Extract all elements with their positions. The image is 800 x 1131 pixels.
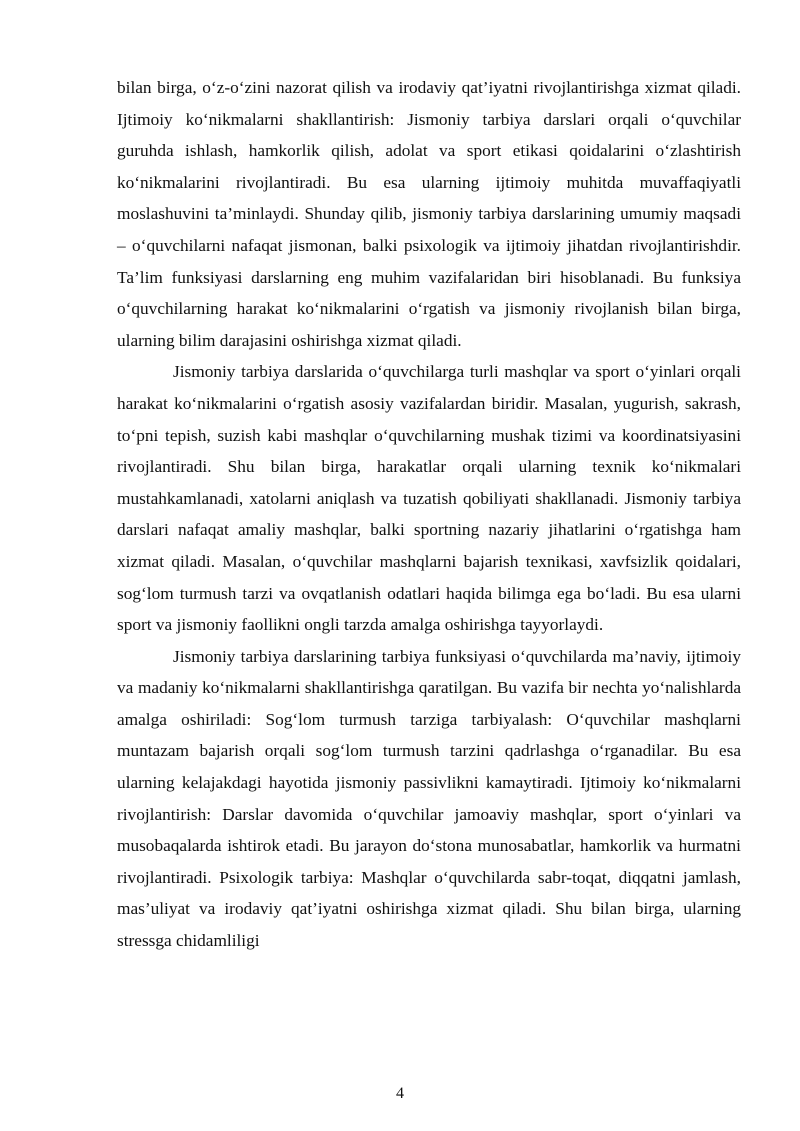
- paragraph-upbringing-function: Jismoniy tarbiya darslarining tarbiya funksiyasi o‘quvchilarda ma’naviy, ijtimoiy va madaniy ko‘nikmalarni shakllantirishga qaratilgan. Bu vazifa bir nechta yo‘nalishlarda amalga oshiriladi: Sog‘lom turmush tarziga tarbiyalash: O‘quvchilar mashqlarni muntazam bajarish orqali sog‘lom turmush tarzini qadrlashga o‘rganadilar. Bu esa ularning kelajakdagi hayotida jismoniy passivlikni kamaytiradi. Ijtimoiy ko‘nikmalarni rivojlantirish: Darslar davomida o‘quvchilar jamoaviy mashqlar, sport o‘yinlari va musobaqalarda ishtirok etadi. Bu jarayon do‘stona munosabatlar, hamkorlik va hurmatni rivojlantiradi. Psixologik tarbiya: Mashqlar o‘quvchilarda sabr-toqat, diqqatni jamlash, mas’uliyat va irodaviy qat’iyatni oshirishga xizmat qiladi. Shu bilan birga, ularning stressga chidamliligi: [117, 646, 741, 951]
- page-number: 4: [396, 1085, 404, 1102]
- paragraph-teaching-motor-skills: Jismoniy tarbiya darslarida o‘quvchilarga turli mashqlar va sport o‘yinlari orqali harakat ko‘nikmalarini o‘rgatish asosiy vazifalardan biridir. Masalan, yugurish, sakrash, to‘pni tepish, suzish kabi mashqlar o‘quvchilarning mushak tizimi va koordinatsiyasini rivojlantiradi. Shu bilan birga, harakatlar orqali ularning texnik ko‘nikmalari mustahkamlanadi, xatolarni aniqlash va tuzatish qobiliyati shakllanadi. Jismoniy tarbiya darslari nafaqat amaliy mashqlar, balki sportning nazariy jihatlarini o‘rgatishga ham xizmat qiladi. Masalan, o‘quvchilar mashqlarni bajarish texnikasi, xavfsizlik qoidalari, sog‘lom turmush tarzi va ovqatlanish odatlari haqida bilimga ega bo‘ladi. Bu esa ularni sport va jismoniy faollikni ongli tarzda amalga oshirishga tayyorlaydi.: [117, 362, 741, 635]
- paragraph-continuation: bilan birga, o‘z-o‘zini nazorat qilish va irodaviy qat’iyatni rivojlantirishga xizmat qiladi. Ijtimoiy ko‘nikmalarni shakllantirish: Jismoniy tarbiya darslari orqali o‘quvchilar guruhda ishlash, hamkorlik qilish, adolat va sport etikasi qoidalarini o‘zlashtirish ko‘nikmalarini rivojlantiradi. Bu esa ularning ijtimoiy muhitda muvaffaqiyatli moslashuvini ta’minlaydi. Shunday qilib, jismoniy tarbiya darslarining umumiy maqsadi – o‘quvchilarni nafaqat jismonan, balki psixologik va ijtimoiy jihatdan rivojlantirishdir. Ta’lim funksiyasi darslarning eng muhim vazifalaridan biri hisoblanadi. Bu funksiya o‘quvchilarning harakat ko‘nikmalarini o‘rgatish va jismoniy rivojlanish bilan birga, ularning bilim darajasini oshirishga xizmat qiladi.: [117, 78, 741, 350]
- body-text: [117, 72, 741, 957]
